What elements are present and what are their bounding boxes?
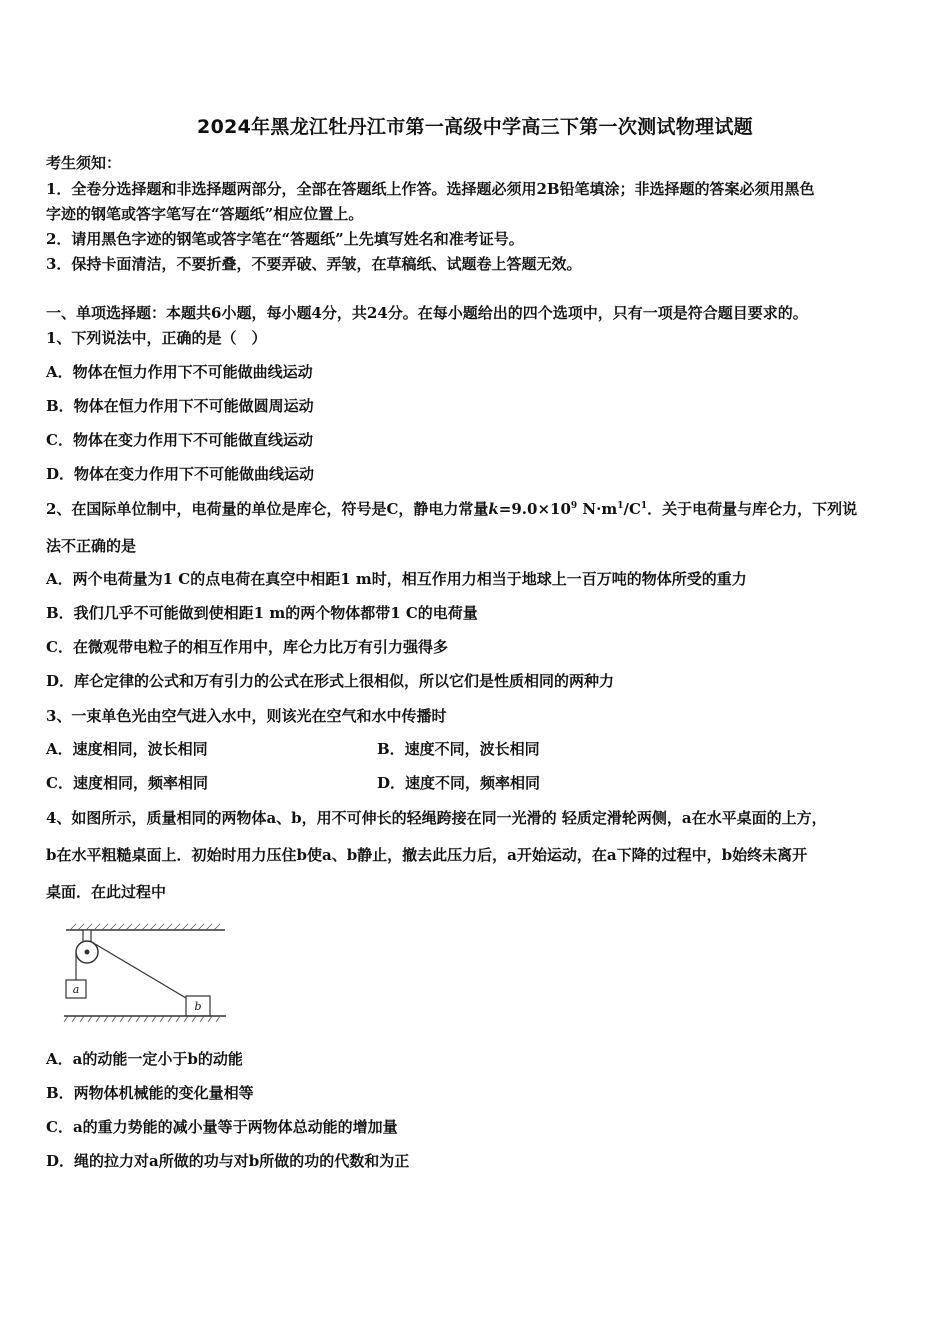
section-heading: 一、单项选择题：本题共6小题，每小题4分，共24分。在每小题给出的四个选项中，只有一项是符合题目要求的。 xyxy=(46,304,808,322)
q4-option-c: C．a的重力势能的减小量等于两物体总动能的增加量 xyxy=(46,1118,398,1136)
pulley-axle xyxy=(85,950,90,955)
q4-stem-line-2: b在水平粗糙桌面上．初始时用力压住b使a、b静止，撤去此压力后，a开始运动，在a下降的过程中，b始终未离开 xyxy=(46,846,808,864)
notice-line-2: 字迹的钢笔或答字笔写在“答题纸”相应位置上。 xyxy=(46,205,364,223)
q4-option-b: B．两物体机械能的变化量相等 xyxy=(46,1084,254,1102)
q2-option-d: D．库仑定律的公式和万有引力的公式在形式上很相似，所以它们是性质相同的两种力 xyxy=(46,672,615,690)
block-a-label: a xyxy=(72,983,80,996)
q2-stem-cont: 法不正确的是 xyxy=(46,537,137,555)
notice-heading: 考生须知： xyxy=(46,154,122,172)
q3-stem: 3、一束单色光由空气进入水中，则该光在空气和水中传播时 xyxy=(46,707,447,725)
ceiling-hatching xyxy=(70,924,220,930)
q2-stem xyxy=(46,498,857,519)
q1-option-b: B．物体在恒力作用下不可能做圆周运动 xyxy=(46,397,314,415)
q2-option-a: A．两个电荷量为1 C的点电荷在真空中相距1 m时，相互作用力相当于地球上一百万吨的物体所受的重力 xyxy=(46,570,747,588)
coulomb-constant-symbol: k xyxy=(488,500,499,518)
q2-stem-post: ．关于电荷量与库仑力，下列说 xyxy=(647,500,858,518)
pulley-diagram xyxy=(60,922,230,1030)
q3-option-d: D．速度不同，频率相同 xyxy=(377,774,541,792)
notice-line-1: 1．全卷分选择题和非选择题两部分，全部在答题纸上作答。选择题必须用2B铅笔填涂；非选择题的答案必须用黑色 xyxy=(46,180,815,198)
q3-option-c: C．速度相同，频率相同 xyxy=(46,774,208,792)
q1-stem: 1、下列说法中，正确的是（ ） xyxy=(46,329,267,347)
q2-option-c: C．在微观带电粒子的相互作用中，库仑力比万有引力强得多 xyxy=(46,638,448,656)
exponent-2: 1 xyxy=(617,501,624,511)
rope-to-b xyxy=(90,941,186,998)
q1-option-a: A．物体在恒力作用下不可能做曲线运动 xyxy=(46,363,313,381)
q2-stem-pre: 2、在国际单位制中，电荷量的单位是库仑，符号是C，静电力常量 xyxy=(46,500,489,518)
coulomb-constant-value: =9.0×10 xyxy=(498,500,571,518)
q4-stem-line-3: 桌面．在此过程中 xyxy=(46,883,167,901)
notice-line-3: 2．请用黑色字迹的钢笔或答字笔在“答题纸”上先填写姓名和准考证号。 xyxy=(46,230,524,248)
q3-option-b: B．速度不同，波长相同 xyxy=(377,740,540,758)
exponent-1: 9 xyxy=(570,501,578,511)
q4-option-d: D．绳的拉力对a所做的功与对b所做的功的代数和为正 xyxy=(46,1152,410,1170)
unit-c: /C xyxy=(623,500,641,518)
notice-line-4: 3．保持卡面清洁，不要折叠，不要弄破、弄皱，在草稿纸、试题卷上答题无效。 xyxy=(46,255,582,273)
exponent-3: 1 xyxy=(640,501,648,511)
block-b-label: b xyxy=(194,1000,202,1013)
table-hatching xyxy=(64,1016,220,1022)
q1-option-c: C．物体在变力作用下不可能做直线运动 xyxy=(46,431,313,449)
q4-stem-line-1: 4、如图所示，质量相同的两物体a、b，用不可伸长的轻绳跨接在同一光滑的 轻质定滑轮两侧，a在水平桌面的上方， xyxy=(46,809,827,827)
q4-option-a: A．a的动能一定小于b的动能 xyxy=(46,1050,243,1068)
q2-option-b: B．我们几乎不可能做到使相距1 m的两个物体都带1 C的电荷量 xyxy=(46,604,478,622)
page-title: 2024年黑龙江牡丹江市第一高级中学高三下第一次测试物理试题 xyxy=(197,116,753,138)
q1-option-d: D．物体在变力作用下不可能做曲线运动 xyxy=(46,465,315,483)
unit-nm: N·m xyxy=(577,500,618,518)
q3-option-a: A．速度相同，波长相同 xyxy=(46,740,208,758)
